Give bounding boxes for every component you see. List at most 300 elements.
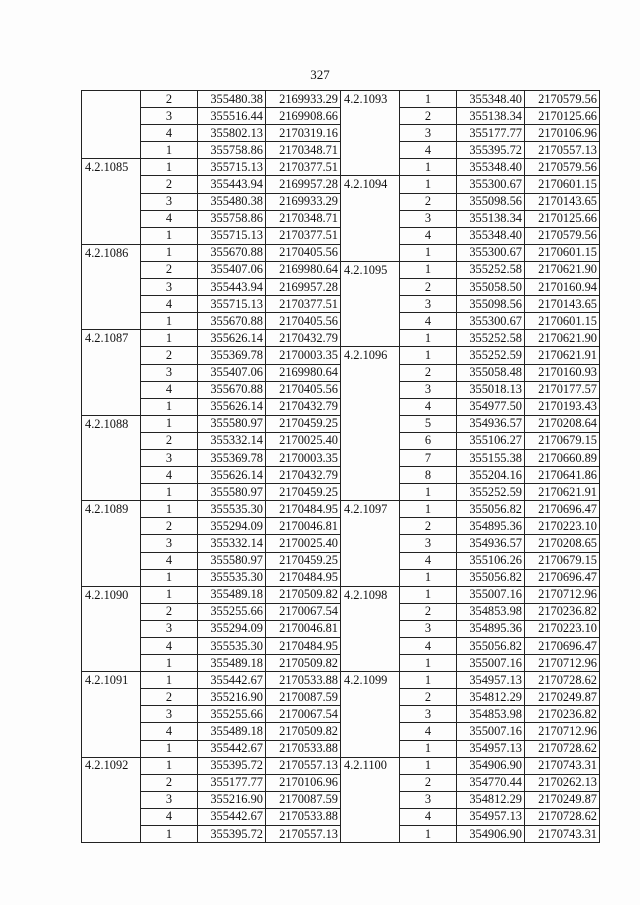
parcel-id-cell — [341, 706, 400, 723]
table-row — [82, 279, 341, 296]
x-coordinate-cell: 355480.38 — [198, 193, 266, 210]
x-coordinate-cell: 355626.14 — [198, 330, 266, 347]
table-row — [82, 467, 341, 484]
table-row — [82, 774, 341, 791]
table-row — [341, 261, 600, 278]
table-row — [341, 569, 600, 586]
point-number-cell: 1 — [141, 655, 198, 672]
y-coordinate-cell: 2170557.13 — [266, 757, 341, 774]
x-coordinate-cell: 355758.86 — [198, 210, 266, 227]
parcel-id-cell — [82, 484, 141, 501]
parcel-id-cell — [341, 518, 400, 535]
y-coordinate-cell: 2170223.10 — [525, 620, 600, 637]
parcel-id-cell — [82, 313, 141, 330]
x-coordinate-cell: 354957.13 — [457, 740, 525, 757]
table-row — [82, 740, 341, 757]
table-row — [341, 364, 600, 381]
y-coordinate-cell: 2170348.71 — [266, 142, 341, 159]
table-row — [341, 125, 600, 142]
parcel-id-cell — [341, 415, 400, 432]
y-coordinate-cell: 2170319.16 — [266, 125, 341, 142]
point-number-cell: 1 — [400, 484, 457, 501]
y-coordinate-cell: 2170067.54 — [266, 706, 341, 723]
parcel-id-cell: 4.2.1094 — [341, 176, 400, 193]
point-number-cell: 4 — [400, 808, 457, 825]
point-number-cell: 5 — [400, 415, 457, 432]
x-coordinate-cell: 355670.88 — [198, 244, 266, 261]
point-number-cell: 1 — [400, 176, 457, 193]
parcel-id-cell: 4.2.1089 — [82, 501, 141, 518]
parcel-id-cell — [82, 142, 141, 159]
y-coordinate-cell: 2170249.87 — [525, 689, 600, 706]
y-coordinate-cell: 2170106.96 — [525, 125, 600, 142]
coordinates-table-right — [340, 90, 600, 843]
x-coordinate-cell: 355058.48 — [457, 364, 525, 381]
table-row — [341, 757, 600, 774]
parcel-id-cell — [341, 638, 400, 655]
y-coordinate-cell: 2170712.96 — [525, 586, 600, 603]
table-row — [341, 415, 600, 432]
parcel-id-cell — [82, 279, 141, 296]
y-coordinate-cell: 2170621.90 — [525, 261, 600, 278]
parcel-id-cell: 4.2.1088 — [82, 415, 141, 432]
parcel-id-cell — [341, 364, 400, 381]
y-coordinate-cell: 2170459.25 — [266, 415, 341, 432]
y-coordinate-cell: 2170459.25 — [266, 484, 341, 501]
x-coordinate-cell: 355007.16 — [457, 586, 525, 603]
point-number-cell: 1 — [400, 330, 457, 347]
y-coordinate-cell: 2170348.71 — [266, 210, 341, 227]
y-coordinate-cell: 2169933.29 — [266, 193, 341, 210]
parcel-id-cell — [341, 142, 400, 159]
point-number-cell: 7 — [400, 449, 457, 466]
coordinates-table-left — [81, 90, 341, 843]
x-coordinate-cell: 355294.09 — [198, 620, 266, 637]
table-row — [82, 603, 341, 620]
table-row — [341, 723, 600, 740]
point-number-cell: 1 — [400, 672, 457, 689]
x-coordinate-cell: 355252.58 — [457, 330, 525, 347]
parcel-id-cell — [341, 398, 400, 415]
x-coordinate-cell: 355056.82 — [457, 638, 525, 655]
x-coordinate-cell: 355715.13 — [198, 296, 266, 313]
x-coordinate-cell: 355580.97 — [198, 552, 266, 569]
point-number-cell: 2 — [400, 364, 457, 381]
x-coordinate-cell: 355058.50 — [457, 279, 525, 296]
table-row — [82, 296, 341, 313]
point-number-cell: 3 — [141, 791, 198, 808]
point-number-cell: 4 — [141, 381, 198, 398]
x-coordinate-cell: 355348.40 — [457, 159, 525, 176]
y-coordinate-cell: 2170579.56 — [525, 159, 600, 176]
x-coordinate-cell: 355535.30 — [198, 569, 266, 586]
y-coordinate-cell: 2170193.43 — [525, 398, 600, 415]
parcel-id-cell — [341, 193, 400, 210]
y-coordinate-cell: 2170067.54 — [266, 603, 341, 620]
point-number-cell: 4 — [141, 723, 198, 740]
x-coordinate-cell: 355442.67 — [198, 740, 266, 757]
table-row — [82, 347, 341, 364]
parcel-id-cell — [82, 364, 141, 381]
point-number-cell: 2 — [400, 193, 457, 210]
y-coordinate-cell: 2170377.51 — [266, 296, 341, 313]
table-row — [82, 791, 341, 808]
y-coordinate-cell: 2170125.66 — [525, 210, 600, 227]
parcel-id-cell: 4.2.1098 — [341, 586, 400, 603]
y-coordinate-cell: 2170262.13 — [525, 774, 600, 791]
point-number-cell: 2 — [141, 432, 198, 449]
table-row — [82, 415, 341, 432]
point-number-cell: 3 — [400, 791, 457, 808]
parcel-id-cell — [341, 826, 400, 843]
x-coordinate-cell: 355407.06 — [198, 261, 266, 278]
x-coordinate-cell: 355489.18 — [198, 723, 266, 740]
y-coordinate-cell: 2170728.62 — [525, 672, 600, 689]
y-coordinate-cell: 2170432.79 — [266, 330, 341, 347]
y-coordinate-cell: 2170046.81 — [266, 620, 341, 637]
parcel-id-cell — [341, 774, 400, 791]
table-row — [341, 706, 600, 723]
table-row — [341, 535, 600, 552]
table-row — [341, 603, 600, 620]
parcel-id-cell — [341, 210, 400, 227]
parcel-id-cell — [82, 176, 141, 193]
point-number-cell: 2 — [400, 689, 457, 706]
point-number-cell: 1 — [400, 347, 457, 364]
x-coordinate-cell: 355056.82 — [457, 569, 525, 586]
y-coordinate-cell: 2170712.96 — [525, 723, 600, 740]
x-coordinate-cell: 354895.36 — [457, 620, 525, 637]
point-number-cell: 4 — [400, 142, 457, 159]
point-number-cell: 2 — [141, 774, 198, 791]
parcel-id-cell: 4.2.1086 — [82, 244, 141, 261]
x-coordinate-cell: 355216.90 — [198, 689, 266, 706]
parcel-id-cell — [82, 689, 141, 706]
x-coordinate-cell: 355252.58 — [457, 261, 525, 278]
point-number-cell: 2 — [141, 261, 198, 278]
parcel-id-cell: 4.2.1090 — [82, 586, 141, 603]
point-number-cell: 1 — [141, 159, 198, 176]
x-coordinate-cell: 355056.82 — [457, 501, 525, 518]
point-number-cell: 4 — [141, 638, 198, 655]
table-row — [82, 808, 341, 825]
table-row — [82, 125, 341, 142]
point-number-cell: 1 — [141, 244, 198, 261]
table-row — [82, 552, 341, 569]
table-row — [82, 586, 341, 603]
x-coordinate-cell: 355348.40 — [457, 227, 525, 244]
x-coordinate-cell: 355626.14 — [198, 467, 266, 484]
y-coordinate-cell: 2170484.95 — [266, 638, 341, 655]
table-row — [82, 91, 341, 108]
x-coordinate-cell: 355252.59 — [457, 347, 525, 364]
y-coordinate-cell: 2170601.15 — [525, 313, 600, 330]
point-number-cell: 1 — [141, 672, 198, 689]
table-row — [82, 449, 341, 466]
point-number-cell: 4 — [141, 467, 198, 484]
parcel-id-cell — [82, 467, 141, 484]
parcel-id-cell — [82, 620, 141, 637]
parcel-id-cell — [341, 655, 400, 672]
x-coordinate-cell: 355407.06 — [198, 364, 266, 381]
parcel-id-cell: 4.2.1099 — [341, 672, 400, 689]
point-number-cell: 3 — [141, 706, 198, 723]
point-number-cell: 2 — [400, 603, 457, 620]
parcel-id-cell — [82, 740, 141, 757]
table-row — [82, 826, 341, 843]
parcel-id-cell — [82, 347, 141, 364]
point-number-cell: 3 — [141, 279, 198, 296]
parcel-id-cell: 4.2.1093 — [341, 91, 400, 108]
parcel-id-cell — [82, 227, 141, 244]
table-row — [341, 210, 600, 227]
parcel-id-cell — [82, 518, 141, 535]
x-coordinate-cell: 355155.38 — [457, 449, 525, 466]
point-number-cell: 1 — [400, 655, 457, 672]
x-coordinate-cell: 355255.66 — [198, 603, 266, 620]
x-coordinate-cell: 354895.36 — [457, 518, 525, 535]
point-number-cell: 4 — [400, 723, 457, 740]
table-row — [341, 91, 600, 108]
x-coordinate-cell: 355177.77 — [457, 125, 525, 142]
x-coordinate-cell: 355098.56 — [457, 193, 525, 210]
parcel-id-cell — [82, 193, 141, 210]
table-row — [82, 535, 341, 552]
table-row — [341, 484, 600, 501]
point-number-cell: 4 — [141, 210, 198, 227]
y-coordinate-cell: 2169957.28 — [266, 176, 341, 193]
y-coordinate-cell: 2170728.62 — [525, 740, 600, 757]
point-number-cell: 3 — [141, 108, 198, 125]
x-coordinate-cell: 355300.67 — [457, 244, 525, 261]
point-number-cell: 4 — [141, 125, 198, 142]
table-row — [341, 432, 600, 449]
x-coordinate-cell: 355395.72 — [198, 826, 266, 843]
x-coordinate-cell: 354906.90 — [457, 826, 525, 843]
table-row — [341, 313, 600, 330]
y-coordinate-cell: 2170579.56 — [525, 227, 600, 244]
y-coordinate-cell: 2170557.13 — [266, 826, 341, 843]
x-coordinate-cell: 354936.57 — [457, 415, 525, 432]
point-number-cell: 2 — [141, 689, 198, 706]
y-coordinate-cell: 2170046.81 — [266, 518, 341, 535]
parcel-id-cell — [82, 774, 141, 791]
table-row — [82, 159, 341, 176]
point-number-cell: 2 — [400, 108, 457, 125]
y-coordinate-cell: 2170601.15 — [525, 176, 600, 193]
x-coordinate-cell: 354812.29 — [457, 689, 525, 706]
y-coordinate-cell: 2170208.65 — [525, 535, 600, 552]
y-coordinate-cell: 2170533.88 — [266, 808, 341, 825]
parcel-id-cell — [341, 449, 400, 466]
parcel-id-cell — [82, 449, 141, 466]
x-coordinate-cell: 355332.14 — [198, 432, 266, 449]
parcel-id-cell: 4.2.1092 — [82, 757, 141, 774]
point-number-cell: 1 — [141, 586, 198, 603]
y-coordinate-cell: 2170679.15 — [525, 432, 600, 449]
y-coordinate-cell: 2170459.25 — [266, 552, 341, 569]
table-row — [82, 432, 341, 449]
y-coordinate-cell: 2170533.88 — [266, 672, 341, 689]
table-row — [82, 501, 341, 518]
y-coordinate-cell: 2170509.82 — [266, 655, 341, 672]
point-number-cell: 1 — [141, 740, 198, 757]
x-coordinate-cell: 355177.77 — [198, 774, 266, 791]
table-row — [341, 244, 600, 261]
y-coordinate-cell: 2170621.91 — [525, 484, 600, 501]
parcel-id-cell — [82, 706, 141, 723]
parcel-id-cell — [82, 603, 141, 620]
point-number-cell: 3 — [141, 535, 198, 552]
y-coordinate-cell: 2170696.47 — [525, 638, 600, 655]
table-row — [341, 774, 600, 791]
point-number-cell: 2 — [400, 518, 457, 535]
parcel-id-cell — [341, 467, 400, 484]
point-number-cell: 1 — [400, 244, 457, 261]
x-coordinate-cell: 355098.56 — [457, 296, 525, 313]
parcel-id-cell — [82, 381, 141, 398]
table-row — [341, 552, 600, 569]
table-row — [82, 142, 341, 159]
table-row — [82, 176, 341, 193]
parcel-id-cell — [341, 484, 400, 501]
y-coordinate-cell: 2170405.56 — [266, 381, 341, 398]
x-coordinate-cell: 355395.72 — [198, 757, 266, 774]
x-coordinate-cell: 355216.90 — [198, 791, 266, 808]
point-number-cell: 1 — [400, 740, 457, 757]
point-number-cell: 3 — [400, 706, 457, 723]
parcel-id-cell — [341, 108, 400, 125]
x-coordinate-cell: 355332.14 — [198, 535, 266, 552]
y-coordinate-cell: 2170087.59 — [266, 791, 341, 808]
table-row — [82, 518, 341, 535]
table-row — [341, 108, 600, 125]
y-coordinate-cell: 2170160.93 — [525, 364, 600, 381]
parcel-id-cell — [341, 159, 400, 176]
x-coordinate-cell: 355106.26 — [457, 552, 525, 569]
x-coordinate-cell: 354957.13 — [457, 808, 525, 825]
table-row — [82, 381, 341, 398]
x-coordinate-cell: 354906.90 — [457, 757, 525, 774]
parcel-id-cell — [341, 808, 400, 825]
table-row — [82, 261, 341, 278]
parcel-id-cell — [341, 296, 400, 313]
point-number-cell: 1 — [400, 501, 457, 518]
y-coordinate-cell: 2170712.96 — [525, 655, 600, 672]
point-number-cell: 4 — [400, 398, 457, 415]
y-coordinate-cell: 2170484.95 — [266, 501, 341, 518]
point-number-cell: 2 — [141, 176, 198, 193]
table-row — [82, 484, 341, 501]
parcel-id-cell: 4.2.1097 — [341, 501, 400, 518]
parcel-id-cell — [341, 620, 400, 637]
parcel-id-cell — [341, 552, 400, 569]
point-number-cell: 1 — [400, 826, 457, 843]
x-coordinate-cell: 355007.16 — [457, 655, 525, 672]
y-coordinate-cell: 2170208.64 — [525, 415, 600, 432]
y-coordinate-cell: 2170125.66 — [525, 108, 600, 125]
y-coordinate-cell: 2170177.57 — [525, 381, 600, 398]
x-coordinate-cell: 355715.13 — [198, 159, 266, 176]
y-coordinate-cell: 2170025.40 — [266, 432, 341, 449]
point-number-cell: 3 — [400, 296, 457, 313]
table-row — [341, 689, 600, 706]
x-coordinate-cell: 355255.66 — [198, 706, 266, 723]
point-number-cell: 2 — [141, 347, 198, 364]
table-row — [341, 347, 600, 364]
x-coordinate-cell: 355489.18 — [198, 586, 266, 603]
parcel-id-cell: 4.2.1087 — [82, 330, 141, 347]
point-number-cell: 3 — [400, 381, 457, 398]
parcel-id-cell — [341, 313, 400, 330]
parcel-id-cell — [341, 689, 400, 706]
table-row — [341, 142, 600, 159]
y-coordinate-cell: 2170579.56 — [525, 91, 600, 108]
parcel-id-cell — [82, 552, 141, 569]
point-number-cell: 4 — [400, 638, 457, 655]
x-coordinate-cell: 355670.88 — [198, 381, 266, 398]
y-coordinate-cell: 2170003.35 — [266, 449, 341, 466]
y-coordinate-cell: 2170249.87 — [525, 791, 600, 808]
parcel-id-cell — [341, 603, 400, 620]
point-number-cell: 1 — [141, 484, 198, 501]
y-coordinate-cell: 2170533.88 — [266, 740, 341, 757]
parcel-id-cell — [82, 296, 141, 313]
parcel-id-cell — [82, 108, 141, 125]
point-number-cell: 1 — [141, 415, 198, 432]
x-coordinate-cell: 355106.27 — [457, 432, 525, 449]
parcel-id-cell — [341, 723, 400, 740]
table-row — [341, 398, 600, 415]
y-coordinate-cell: 2170236.82 — [525, 603, 600, 620]
parcel-id-cell: 4.2.1095 — [341, 261, 400, 278]
parcel-id-cell: 4.2.1100 — [341, 757, 400, 774]
table-row — [82, 757, 341, 774]
x-coordinate-cell: 354977.50 — [457, 398, 525, 415]
y-coordinate-cell: 2169980.64 — [266, 364, 341, 381]
table-row — [82, 210, 341, 227]
parcel-id-cell — [341, 432, 400, 449]
y-coordinate-cell: 2170743.31 — [525, 757, 600, 774]
x-coordinate-cell: 355300.67 — [457, 176, 525, 193]
table-row — [341, 467, 600, 484]
y-coordinate-cell: 2170696.47 — [525, 501, 600, 518]
x-coordinate-cell: 355535.30 — [198, 501, 266, 518]
y-coordinate-cell: 2170405.56 — [266, 313, 341, 330]
point-number-cell: 3 — [400, 125, 457, 142]
parcel-id-cell — [341, 791, 400, 808]
x-coordinate-cell: 355480.38 — [198, 91, 266, 108]
y-coordinate-cell: 2170621.91 — [525, 347, 600, 364]
x-coordinate-cell: 355442.67 — [198, 672, 266, 689]
table-row — [82, 569, 341, 586]
parcel-id-cell — [82, 791, 141, 808]
y-coordinate-cell: 2170025.40 — [266, 535, 341, 552]
point-number-cell: 6 — [400, 432, 457, 449]
point-number-cell: 1 — [141, 569, 198, 586]
table-row — [341, 586, 600, 603]
point-number-cell: 3 — [400, 620, 457, 637]
x-coordinate-cell: 355369.78 — [198, 347, 266, 364]
point-number-cell: 2 — [400, 279, 457, 296]
x-coordinate-cell: 355204.16 — [457, 467, 525, 484]
table-row — [82, 330, 341, 347]
table-row — [341, 279, 600, 296]
parcel-id-cell — [341, 535, 400, 552]
x-coordinate-cell: 355516.44 — [198, 108, 266, 125]
point-number-cell: 1 — [400, 586, 457, 603]
x-coordinate-cell: 355395.72 — [457, 142, 525, 159]
